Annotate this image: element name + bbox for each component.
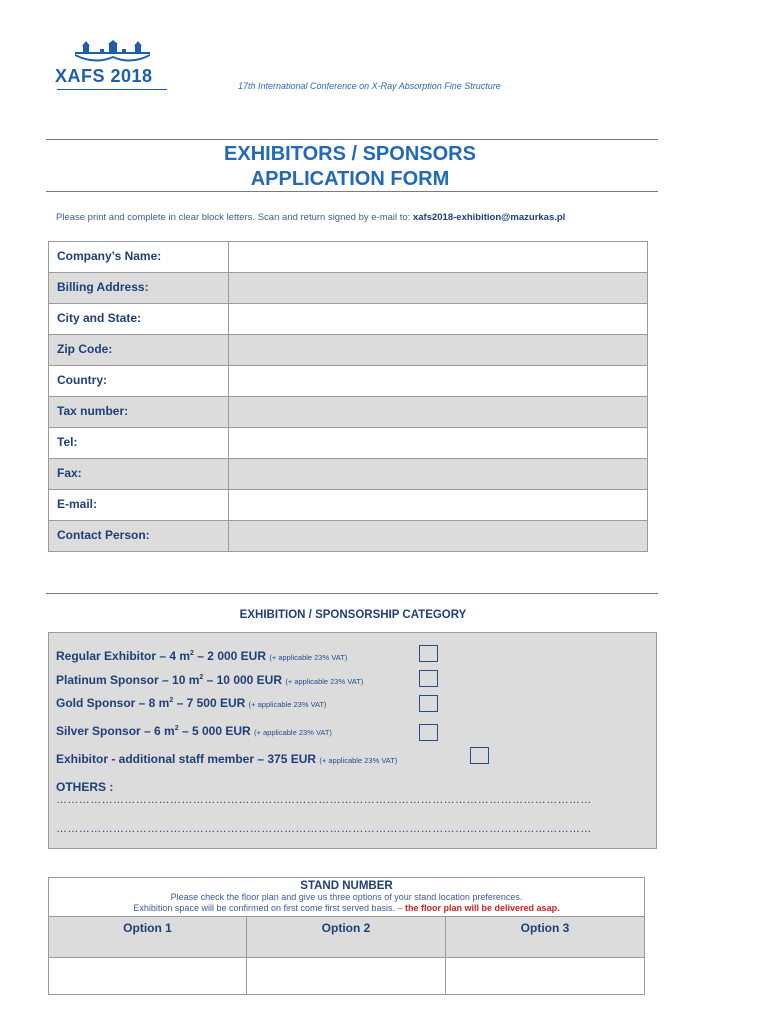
- category-title: EXHIBITION / SPONSORSHIP CATEGORY: [239, 609, 467, 621]
- field-label: Tax number:: [49, 397, 229, 428]
- field-label: Fax:: [49, 459, 229, 490]
- others-line-1[interactable]: ……………………………………………………………………………………………………………………………: [56, 794, 592, 806]
- table-row: [49, 917, 645, 958]
- option-2-input[interactable]: [247, 958, 446, 995]
- tel-input[interactable]: [229, 428, 648, 459]
- silver-sponsor-checkbox[interactable]: [419, 724, 438, 741]
- option-gold-sponsor: Gold Sponsor – 8 $m^2 - 7$ 500 EUR (+ applicable 23% VAT): [56, 696, 327, 710]
- conference-logo: [55, 40, 170, 92]
- company-details-table: [48, 241, 648, 552]
- field-label: E-mail:: [49, 490, 229, 521]
- zip-code-input[interactable]: [229, 335, 648, 366]
- category-panel: [48, 632, 657, 849]
- conference-subtitle: 17th International Conference on X-Ray Absorption Fine Structure: [238, 81, 501, 91]
- instructions: [56, 212, 565, 223]
- table-row: [49, 428, 648, 459]
- field-label: Country:: [49, 366, 229, 397]
- table-row: [49, 490, 648, 521]
- stand-note-1: Please check the floor plan and give us three options of your stand location preferences.: [170, 892, 523, 902]
- form-title-line1: EXHIBITORS / SPONSORS: [224, 143, 476, 165]
- table-row: [49, 397, 648, 428]
- table-row: [49, 366, 648, 397]
- form-title: [200, 142, 500, 192]
- option-3-input[interactable]: [445, 958, 644, 995]
- table-row: [49, 335, 648, 366]
- divider: [46, 593, 658, 594]
- stand-number-table: [48, 877, 645, 995]
- stand-title: STAND NUMBER: [300, 880, 393, 892]
- logo-underline: [57, 89, 167, 90]
- option-1-input[interactable]: [49, 958, 247, 995]
- table-row: [49, 273, 648, 304]
- option-silver-sponsor: Silver Sponsor – 6 $m^2 - 5$ 000 EUR (+ applicable 23% VAT): [56, 724, 332, 738]
- tax-number-input[interactable]: [229, 397, 648, 428]
- email-input[interactable]: [229, 490, 648, 521]
- table-row: [49, 521, 648, 552]
- divider: [46, 139, 658, 140]
- option-1-header: Option 1: [49, 917, 247, 958]
- option-platinum-sponsor: Platinum Sponsor – 10 $m^2 - 10$ 000 EUR (+ applicable 23% VAT): [56, 673, 364, 687]
- company-name-input[interactable]: [229, 242, 648, 273]
- option-additional-staff: Exhibitor - additional staff member – 375 EUR (+ applicable 23% VAT): [56, 752, 398, 766]
- country-input[interactable]: [229, 366, 648, 397]
- option-2-header: Option 2: [247, 917, 446, 958]
- city-state-input[interactable]: [229, 304, 648, 335]
- stand-note-2: Exhibition space will be confirmed on first come first served basis. – the floor plan will be delivered asap.: [133, 903, 560, 913]
- platinum-sponsor-checkbox[interactable]: [419, 670, 438, 687]
- logo-text: XAFS 2018: [55, 66, 153, 86]
- table-row: [49, 878, 645, 917]
- instructions-text: Please print and complete in clear block letters. Scan and return signed by e-mail to:: [56, 212, 413, 223]
- table-row: [49, 459, 648, 490]
- others-line-2[interactable]: ……………………………………………………………………………………………………………………………: [56, 823, 592, 835]
- field-label: Zip Code:: [49, 335, 229, 366]
- stand-header: [49, 878, 645, 917]
- contact-person-input[interactable]: [229, 521, 648, 552]
- option-3-header: Option 3: [445, 917, 644, 958]
- regular-exhibitor-checkbox[interactable]: [419, 645, 438, 662]
- floor-plan-notice: the floor plan will be delivered asap.: [405, 903, 560, 913]
- submission-email[interactable]: xafs2018-exhibition@mazurkas.pl: [412, 212, 566, 223]
- field-label: Contact Person:: [49, 521, 229, 552]
- table-row: [49, 242, 648, 273]
- fax-input[interactable]: [229, 459, 648, 490]
- additional-staff-checkbox[interactable]: [470, 747, 489, 764]
- table-row: [49, 304, 648, 335]
- option-regular-exhibitor: Regular Exhibitor – 4 $m^2 - 2$ 000 EUR (+ applicable 23% VAT): [56, 649, 348, 663]
- field-label: City and State:: [49, 304, 229, 335]
- field-label: Billing Address:: [49, 273, 229, 304]
- gold-sponsor-checkbox[interactable]: [419, 695, 438, 712]
- table-row: [49, 958, 645, 995]
- others-label: OTHERS :: [56, 780, 114, 794]
- billing-address-input[interactable]: [229, 273, 648, 304]
- field-label: Company’s Name:: [49, 242, 229, 273]
- divider: [46, 191, 658, 192]
- field-label: Tel:: [49, 428, 229, 459]
- form-title-line2: APPLICATION FORM: [250, 168, 450, 190]
